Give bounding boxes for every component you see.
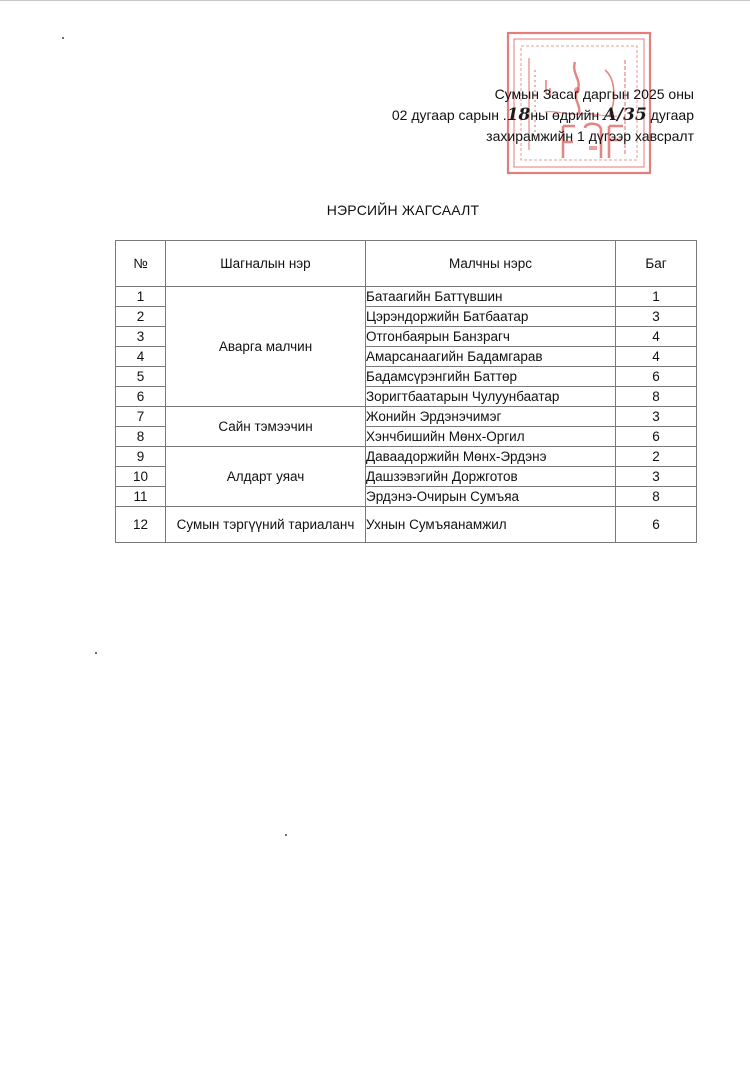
bag-number: 8 (616, 487, 697, 507)
appendix-line-2-part-a: 02 дугаар сарын (391, 107, 499, 123)
bag-number: 4 (616, 347, 697, 367)
handwritten-decree-number: А/35 (603, 105, 647, 125)
row-number: 2 (116, 307, 166, 327)
document-title: НЭРСИЙН ЖАГСААЛТ (326, 202, 480, 218)
bag-number: 6 (616, 367, 697, 387)
awardees-table (115, 240, 697, 543)
herder-name: Ухнын Сумъяанамжил (366, 507, 616, 543)
row-number: 12 (116, 507, 166, 543)
appendix-line-2-part-c: дугаар (650, 107, 694, 123)
herder-name: Хэнчбишийн Мөнх-Оргил (366, 427, 616, 447)
table-row (116, 447, 697, 467)
scan-speck (62, 37, 64, 39)
bag-number: 3 (616, 307, 697, 327)
herder-name: Амарсанаагийн Бадамгарав (366, 347, 616, 367)
bag-number: 8 (616, 387, 697, 407)
row-number: 3 (116, 327, 166, 347)
table-header-row (116, 241, 697, 287)
row-number: 1 (116, 287, 166, 307)
award-name: Алдарт уяач (166, 447, 366, 507)
herder-name: Зоригтбаатарын Чулуунбаатар (366, 387, 616, 407)
herder-name: Эрдэнэ-Очирын Сумъяа (366, 487, 616, 507)
column-header-bag: Баг (616, 241, 697, 287)
herder-name: Батаагийн Баттүвшин (366, 287, 616, 307)
row-number: 9 (116, 447, 166, 467)
row-number: 10 (116, 467, 166, 487)
table-row (116, 407, 697, 427)
table-row (116, 507, 697, 543)
herder-name: Дашзэвэгийн Доржготов (366, 467, 616, 487)
page-edge (0, 0, 750, 1)
herder-name: Даваадоржийн Мөнх-Эрдэнэ (366, 447, 616, 467)
award-name: Аварга малчин (166, 287, 366, 407)
row-number: 6 (116, 387, 166, 407)
bag-number: 6 (616, 507, 697, 543)
column-header-number: № (116, 241, 166, 287)
bag-number: 4 (616, 327, 697, 347)
column-header-herder: Малчны нэрс (366, 241, 616, 287)
appendix-line-2-part-b: ны өдрийн (530, 107, 600, 123)
herder-name: Отгонбаярын Банзрагч (366, 327, 616, 347)
appendix-line-1: Сумын Засаг даргын 2025 оны (494, 86, 694, 102)
table-row (116, 287, 697, 307)
bag-number: 6 (616, 427, 697, 447)
bag-number: 1 (616, 287, 697, 307)
scan-speck (95, 652, 97, 654)
award-name: Сумын тэргүүний тариаланч (166, 507, 366, 543)
herder-name: Цэрэндоржийн Батбаатар (366, 307, 616, 327)
herder-name: Бадамсүрэнгийн Баттөр (366, 367, 616, 387)
decree-appendix-note (334, 84, 694, 147)
row-number: 8 (116, 427, 166, 447)
bag-number: 2 (616, 447, 697, 467)
row-number: 4 (116, 347, 166, 367)
handwritten-day: 18 (506, 105, 531, 125)
award-name: Сайн тэмээчин (166, 407, 366, 447)
row-number: 7 (116, 407, 166, 427)
bag-number: 3 (616, 407, 697, 427)
scan-speck (285, 834, 287, 836)
row-number: 11 (116, 487, 166, 507)
appendix-line-3: захирамжийн 1 дүгээр хавсралт (486, 128, 694, 144)
appendix-line-2: 02 дугаар сарын .18ны өдрийн А/35 дугаар (391, 105, 694, 125)
bag-number: 3 (616, 467, 697, 487)
herder-name: Жонийн Эрдэнэчимэг (366, 407, 616, 427)
column-header-award: Шагналын нэр (166, 241, 366, 287)
row-number: 5 (116, 367, 166, 387)
